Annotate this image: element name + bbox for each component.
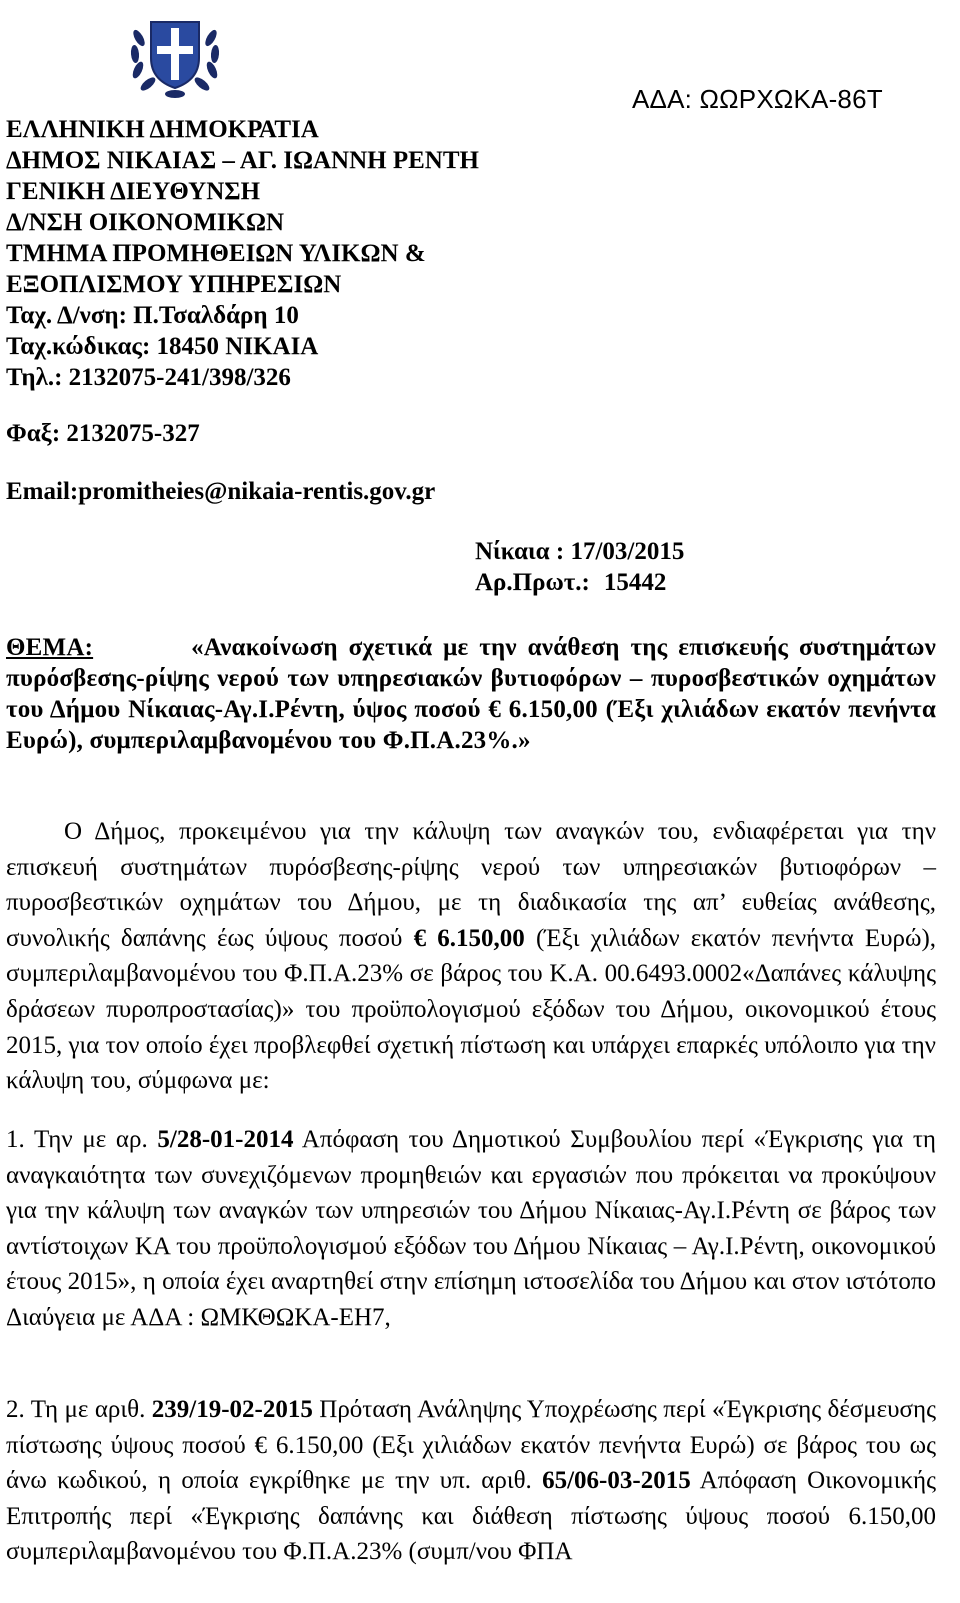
protocol-label: Αρ.Πρωτ.: xyxy=(475,569,590,596)
header-department: ΤΜΗΜΑ ΠΡΟΜΗΘΕΙΩΝ ΥΛΙΚΩΝ & xyxy=(6,240,426,267)
item2-text2: Απόφαση Οικονομικής Επιτροπής περί «Έγκρισης δαπάνης και διάθεση πίστωσης ύψους ποσού 6.150,00 συμπεριλαμβανομένου του Φ.Π.Α.23% (συμπ/νου ΦΠΑ xyxy=(6,1467,937,1566)
header-address: Ταχ. Δ/νση: Π.Τσαλδάρη 10 xyxy=(6,302,299,329)
item2-prefix: 2. Τη με αριθ. xyxy=(6,1396,146,1423)
sender-header xyxy=(6,114,626,393)
subject-text: «Ανακοίνωση σχετικά με την ανάθεση της επισκευής συστημάτων πυρόσβεσης-ρίψης νερού των υπηρεσιακών βυτιοφόρων – πυροσβεστικών οχημάτων του Δήμου Νίκαιας-Αγ.Ι.Ρέντη, ύψος ποσού € 6.150,00 (Έξι χιλιάδων εκατόν πενήντα Ευρώ), συμπεριλαμβανομένου του Φ.Π.Α.23%.» xyxy=(6,634,936,754)
greek-republic-emblem-icon xyxy=(129,8,221,100)
intro-paragraph xyxy=(6,814,936,1099)
subject-block xyxy=(6,632,936,756)
header-fax: Φαξ: 2132075-327 xyxy=(6,420,200,447)
header-directorate: ΓΕΝΙΚΗ ΔΙΕΥΘΥΝΣΗ xyxy=(6,178,261,205)
ada-code: ΑΔΑ: ΩΩΡΧΩΚΑ-86Τ xyxy=(632,84,883,114)
intro-text-part2: (Έξι χιλιάδων εκατόν πενήντα Ευρώ), συμπεριλαμβανομένου του Φ.Π.Α.23% σε βάρος του Κ.Α. 00.6493.0002«Δαπάνες κάλυψης δράσεων πυροπροστασίας)» του προϋπολογισμού εξόδων του Δήμου, οικονομικού έτους 2015, για τον οποίο έχει προβλεφθεί σχετική πίστωση και υπάρχει επαρκές υπόλοιπο για την κάλυψη του, σύμφωνα με: xyxy=(6,924,937,1095)
item1-decision-ref: 5/28-01-2014 xyxy=(157,1126,294,1153)
item2-text1: Πρόταση Ανάληψης Υποχρέωσης περί «Έγκρισης δέσμευσης πίστωσης ύψους ποσού € 6.150,00 (Εξι χιλιάδων εκατόν πενήντα Ευρώ) σε βάρος του ως άνω κωδικού, η οποία εγκρίθηκε με την υπ. αριθ. xyxy=(6,1396,937,1495)
item2-proposal-ref: 239/19-02-2015 xyxy=(151,1396,313,1423)
list-item-2 xyxy=(6,1392,936,1570)
header-country: ΕΛΛΗΝΙΚΗ ΔΗΜΟΚΡΑΤΙΑ xyxy=(6,116,319,143)
item1-prefix: 1. Την με αρ. xyxy=(6,1126,148,1153)
header-department-cont: ΕΞΟΠΛΙΣΜΟΥ ΥΠΗΡΕΣΙΩΝ xyxy=(6,271,342,298)
protocol-line xyxy=(475,567,684,598)
intro-text-part1: Ο Δήμος, προκειμένου για την κάλυψη των αναγκών του, ενδιαφέρεται για την επισκευή συστημάτων πυρόσβεσης-ρίψης νερού των υπηρεσιακών βυτιοφόρων – πυροσβεστικών οχημάτων του Δήμου, με τη διαδικασία της απ’ ευθείας ανάθεσης, συνολικής δαπάνης έως ύψους ποσού xyxy=(6,818,936,952)
header-division: Δ/ΝΣΗ ΟΙΚΟΝΟΜΙΚΩΝ xyxy=(6,209,285,236)
list-item-1 xyxy=(6,1122,936,1336)
protocol-number: 15442 xyxy=(603,569,667,596)
header-email: Email:promitheies@nikaia-rentis.gov.gr xyxy=(6,478,436,505)
intro-amount: € 6.150,00 xyxy=(413,924,525,952)
header-phone: Τηλ.: 2132075-241/398/326 xyxy=(6,364,291,391)
item2-decision-ref: 65/06-03-2015 xyxy=(542,1467,691,1495)
header-postal-code: Ταχ.κώδικας: 18450 ΝΙΚΑΙΑ xyxy=(6,333,319,360)
header-municipality: ΔΗΜΟΣ ΝΙΚΑΙΑΣ – ΑΓ. ΙΩΑΝΝΗ ΡΕΝΤΗ xyxy=(6,147,479,174)
date-protocol-block xyxy=(475,536,684,598)
subject-label: ΘΕΜΑ: xyxy=(6,634,94,661)
item1-text: Απόφαση του Δημοτικού Συμβουλίου περί «Έγκρισης για τη αναγκαιότητα των συνεχιζόμενων προμηθειών και εργασιών που πρόκειται να προκύψουν για την κάλυψη των αναγκών των υπηρεσιών του Δήμου Νίκαιας-Αγ.Ι.Ρέντη σε βάρος των αντίστοιχων ΚΑ του προϋπολογισμού εξόδων του Δήμου Νίκαιας – Αγ.Ι.Ρέντη, οικονομικού έτους 2015», η οποία έχει αναρτηθεί στην επίσημη ιστοσελίδα του Δήμου και στον ιστότοπο Διαύγεια με ΑΔΑ : ΩΜΚΘΩΚΑ-ΕΗ7, xyxy=(6,1126,937,1331)
date-line: Νίκαια : 17/03/2015 xyxy=(475,538,685,565)
